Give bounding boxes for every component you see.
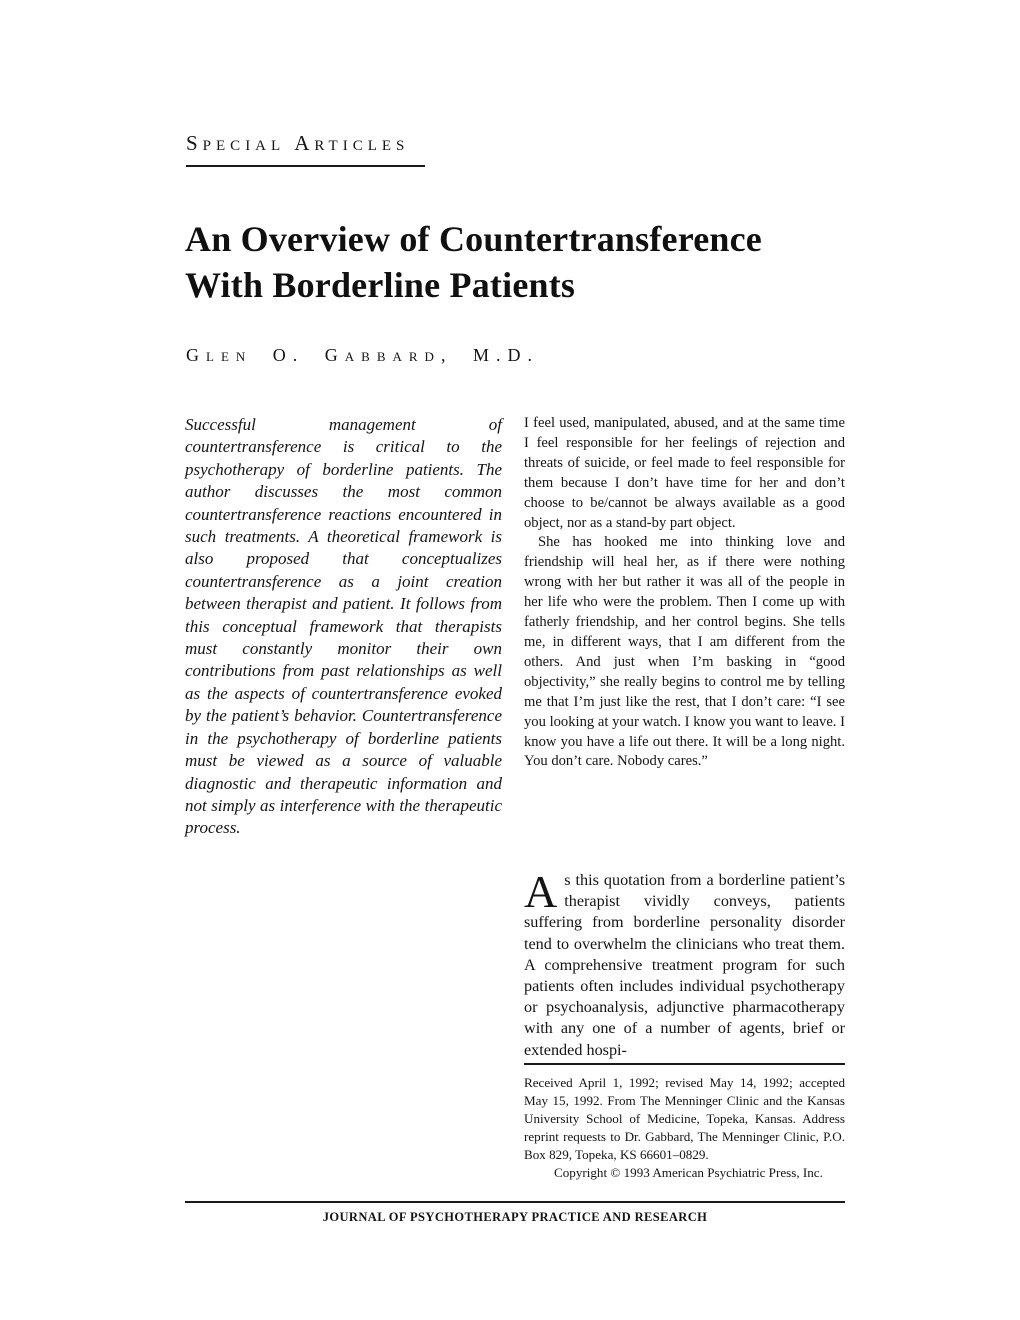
body-paragraph	[524, 866, 845, 1061]
quote-paragraph-1: I feel used, manipulated, abused, and at the same time I feel responsible for her feelings of rejection and threats of suicide, or feel made to feel responsible for them because I don’t have time for her and don’t choose to be/cannot be always available as a good object, nor as a stand-by part object.	[524, 415, 845, 531]
title-line-2: With Borderline Patients	[185, 265, 576, 305]
journal-footer	[185, 1201, 845, 1225]
journal-name: JOURNAL OF PSYCHOTHERAPY PRACTICE AND RESEARCH	[322, 1210, 708, 1224]
body-paragraph-text: s this quotation from a borderline patient’s therapist vividly conveys, patients suffering from borderline personality disorder tend to overwhelm the clinicians who treat them. A comprehensive treatment program for such patients often includes individual psychotherapy or psychoanalysis, adjunctive pharmacotherapy with any one of a number of agents, brief or extended hospi-	[524, 871, 845, 1059]
section-kicker: Special Articles	[186, 131, 425, 167]
opening-paragraph	[524, 866, 845, 1061]
footer-rule	[185, 1201, 845, 1203]
title-line-1: An Overview of Countertransference	[185, 219, 762, 259]
footnote-rule	[524, 1063, 845, 1065]
footnote-received: Received April 1, 1992; revised May 14, 1992; accepted May 15, 1992. From The Menninger Clinic and the Kansas University School of Medicine, Topeka, Kansas. Address reprint requests to Dr. Gabbard, The Menninger Clinic, P.O. Box 829, Topeka, KS 66601–0829.	[524, 1075, 845, 1163]
quote-paragraph-2: She has hooked me into thinking love and friendship will heal her, as if there were nothing wrong with her but rather it was all of the people in her life who were the problem. Then I come up with fatherly friendship, and her control begins. She tells me, in different ways, that I am different from the others. And just when I’m basking in “good objectivity,” she really begins to control me by telling me that I’m just like the rest, that I don’t care: “I see you looking at your watch. I know you want to leave. I know you have a life out there. It will be a long night. You don’t care. Nobody cares.”	[524, 534, 845, 770]
footnote-block	[524, 1063, 845, 1183]
drop-cap: A	[524, 866, 558, 917]
footnote-copyright: Copyright © 1993 American Psychiatric Press, Inc.	[554, 1165, 823, 1181]
article-title	[185, 216, 865, 308]
abstract-text: Successful management of countertransference is critical to the psychotherapy of borderline patients. The author discusses the most common countertransference reactions encountered in such treatments. A theoretical framework is also proposed that conceptualizes countertransference as a joint creation between therapist and patient. It follows from this conceptual framework that therapists must constantly monitor their own contributions from past relationships as well as the aspects of countertransference evoked by the patient’s behavior. Countertransference in the psychotherapy of borderline patients must be viewed as a source of valuable diagnostic and therapeutic information and not simply as interference with the therapeutic process.	[185, 415, 502, 838]
author-byline: Glen O. Gabbard, M.D.	[186, 345, 539, 365]
therapist-quote-block	[524, 414, 845, 772]
